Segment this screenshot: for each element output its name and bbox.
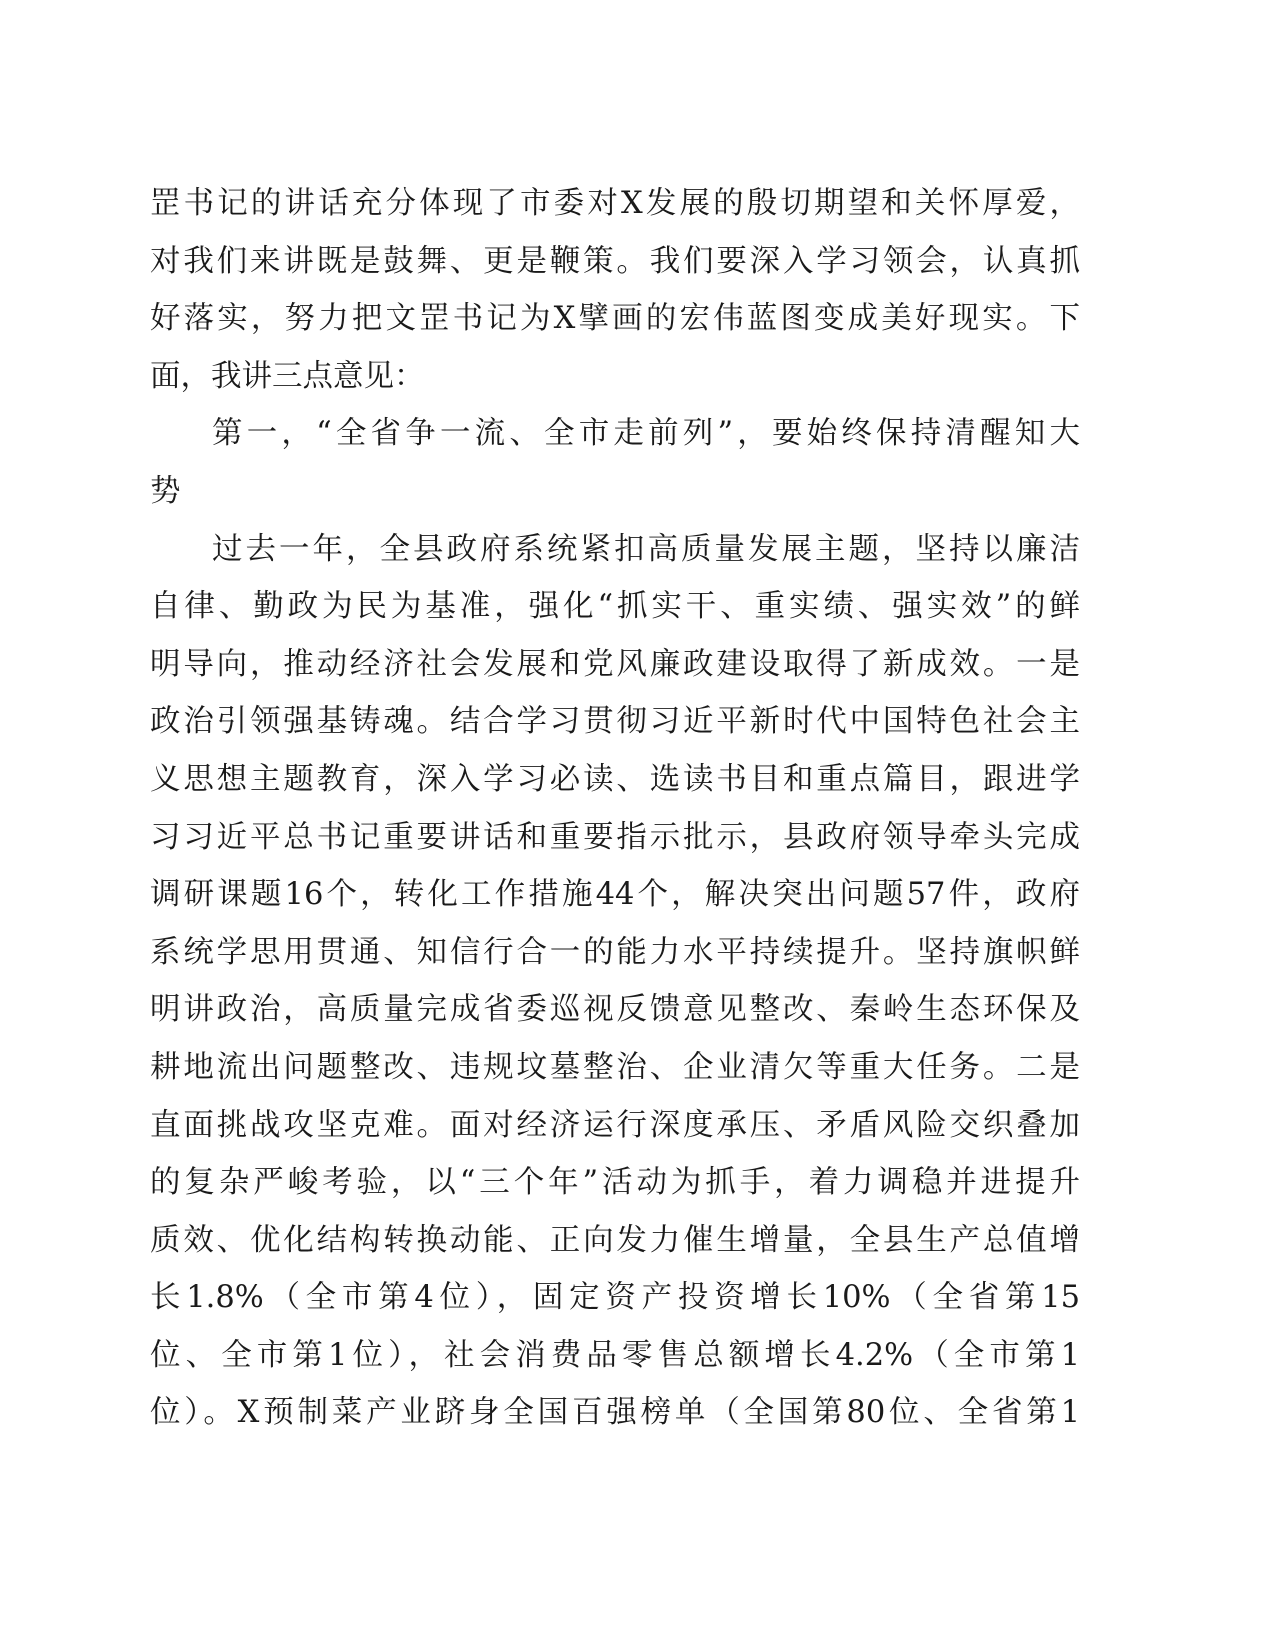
text-line: 的复杂严峻考验，以“三个年”活动为抓手，着力调稳并进提升 — [150, 1165, 1080, 1201]
text-line: 面，我讲三点意见： — [150, 358, 425, 394]
text-line: 质效、优化结构转换动能、正向发力催生增量，全县生产总值增 — [150, 1222, 1080, 1258]
text-line: 位）。X预制菜产业跻身全国百强榜单（全国第80位、全省第1 — [150, 1395, 1080, 1431]
section-heading-line: 势 — [150, 473, 181, 509]
text-line: 明导向，推动经济社会发展和党风廉政建设取得了新成效。一是 — [150, 646, 1080, 682]
text-line: 习习近平总书记重要讲话和重要指示批示，县政府领导牵头完成 — [150, 819, 1080, 855]
text-line: 长1.8%（全市第4位），固定资产投资增长10%（全省第15 — [150, 1280, 1080, 1316]
text-line: 好落实，努力把文罡书记为X擘画的宏伟蓝图变成美好现实。下 — [150, 301, 1080, 337]
text-line: 罡书记的讲话充分体现了市委对X发展的殷切期望和关怀厚爱， — [150, 186, 1080, 221]
text-line: 明讲政治，高质量完成省委巡视反馈意见整改、秦岭生态环保及 — [150, 992, 1080, 1028]
text-line: 位、全市第1位），社会消费品零售总额增长4.2%（全市第1 — [150, 1337, 1080, 1373]
text-line: 直面挑战攻坚克难。面对经济运行深度承压、矛盾风险交织叠加 — [150, 1107, 1080, 1143]
text-line: 对我们来讲既是鼓舞、更是鞭策。我们要深入学习领会，认真抓 — [150, 243, 1080, 279]
text-line: 耕地流出问题整改、违规坟墓整治、企业清欠等重大任务。二是 — [150, 1049, 1080, 1085]
section-heading-line: 第一，“全省争一流、全市走前列”，要始终保持清醒知大 — [212, 416, 1080, 452]
document-body — [150, 175, 1080, 1442]
text-line: 过去一年，全县政府系统紧扣高质量发展主题，坚持以廉洁 — [212, 531, 1080, 567]
text-line: 调研课题16个，转化工作措施44个，解决突出问题57件，政府 — [150, 877, 1080, 913]
text-line: 义思想主题教育，深入学习必读、选读书目和重点篇目，跟进学 — [150, 761, 1080, 797]
text-line: 系统学思用贯通、知信行合一的能力水平持续提升。坚持旗帜鲜 — [150, 934, 1080, 970]
text-line: 政治引领强基铸魂。结合学习贯彻习近平新时代中国特色社会主 — [150, 704, 1080, 740]
text-line: 自律、勤政为民为基准，强化“抓实干、重实绩、强实效”的鲜 — [150, 589, 1080, 625]
